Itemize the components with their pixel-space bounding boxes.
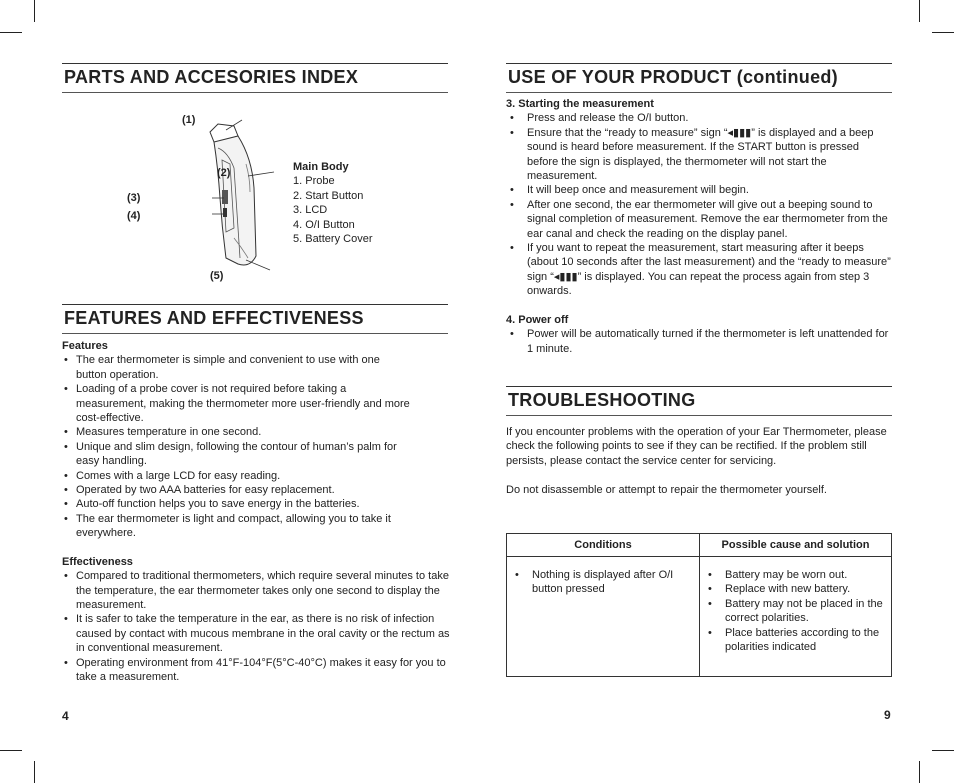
list-item: • It is safer to take the temperature in the ear, as there is no risk of infection caused by contact with mucous membrane in the oral cavity or the rectum as in conventional measurement.: [62, 612, 452, 655]
use-section: [506, 97, 892, 356]
main-body-item: 4. O/I Button: [293, 218, 355, 231]
features-title: FEATURES AND EFFECTIVENESS: [62, 304, 448, 334]
troubleshooting-table: [506, 533, 892, 677]
main-body-list: [293, 160, 372, 246]
list-item: • Auto-off function helps you to save energy in the batteries.: [62, 497, 412, 511]
list-item: • Operated by two AAA batteries for easy replacement.: [62, 483, 412, 497]
table-row: [507, 557, 892, 677]
crop-mark: [919, 0, 920, 22]
list-item: • Power will be automatically turned if the thermometer is left unattended for 1 minute.: [506, 327, 892, 356]
troubleshooting-title: TROUBLESHOOTING: [506, 386, 892, 416]
list-item: • Replace with new battery.: [704, 582, 887, 596]
list-item: • The ear thermometer is simple and convenient to use with one button operation.: [62, 353, 412, 382]
features-list: [62, 353, 452, 540]
crop-mark: [0, 32, 22, 33]
page-number: 9: [884, 708, 891, 722]
effectiveness-list: [62, 569, 452, 684]
list-item: • Place batteries according to the polarities indicated: [704, 626, 887, 655]
features-heading: Features: [62, 340, 108, 352]
list-item: • Unique and slim design, following the contour of human’s palm for easy handling.: [62, 440, 412, 469]
main-body-heading: Main Body: [293, 161, 349, 173]
effectiveness-heading: Effectiveness: [62, 555, 133, 568]
list-item: • Press and release the O/I button.: [506, 111, 892, 125]
table-header-row: [507, 534, 892, 557]
list-item: • Battery may not be placed in the correct polarities.: [704, 597, 887, 626]
parts-title: PARTS AND ACCESORIES INDEX: [62, 63, 448, 93]
list-item: • Measures temperature in one second.: [62, 425, 412, 439]
list-item: • Comes with a large LCD for easy reading.: [62, 469, 412, 483]
step4-heading: 4. Power off: [506, 313, 569, 326]
cause-list: [704, 568, 887, 654]
list-item: • Nothing is displayed after O/I button pressed: [511, 568, 695, 597]
list-item: • Battery may be worn out.: [704, 568, 887, 582]
crop-mark: [919, 761, 920, 783]
main-body-item: 3. LCD: [293, 204, 328, 217]
crop-mark: [932, 32, 954, 33]
list-item: • Compared to traditional thermometers, which require several minutes to take the temperature, the ear thermometer takes only one second to display the measurement.: [62, 569, 452, 612]
diagram-label: (2): [217, 167, 231, 179]
list-item: • It will beep once and measurement will begin.: [506, 183, 892, 197]
main-body-item: 2. Start Button: [293, 189, 364, 202]
list-item: • If you want to repeat the measurement, start measuring after it beeps (about 10 seconds after the last measurement) and the “ready to measure” sign “◂▮▮▮” is displayed. You can repeat the process again from step 3 onwards.: [506, 241, 892, 299]
thermometer-diagram: [122, 108, 312, 288]
diagram-label: (1): [182, 114, 196, 126]
diagram-label: (5): [210, 270, 224, 282]
crop-mark: [34, 761, 35, 783]
main-body-item: 1. Probe: [293, 175, 335, 188]
page-number: 4: [62, 709, 69, 723]
table-cell-condition: [507, 557, 700, 677]
column-header-conditions: Conditions: [507, 534, 700, 557]
step3-list: [506, 111, 892, 298]
list-item: • Ensure that the “ready to measure” sign “◂▮▮▮” is displayed and a beep sound is heard before measurement. If the START button is pressed before the sign is displayed, the thermometer will not start the measurement.: [506, 126, 892, 184]
diagram-label: (3): [127, 192, 141, 204]
step4-list: [506, 327, 892, 356]
use-title: USE OF YOUR PRODUCT (continued): [506, 63, 892, 93]
list-item: • The ear thermometer is light and compact, allowing you to take it everywhere.: [62, 512, 412, 541]
crop-mark: [0, 750, 22, 751]
main-body-item: 5. Battery Cover: [293, 233, 373, 246]
list-item: • Operating environment from 41°F-104°F(5°C-40°C) makes it easy for you to take a measurement.: [62, 656, 452, 685]
diagram-label: (4): [127, 210, 141, 222]
features-section: [62, 339, 452, 684]
column-header-causes: Possible cause and solution: [700, 534, 892, 557]
troubleshooting-intro: If you encounter problems with the operation of your Ear Thermometer, please check the following points to see if they can be rectified. If the problem still persists, please contact the service center for servicing.: [506, 426, 887, 467]
crop-mark: [932, 750, 954, 751]
crop-mark: [34, 0, 35, 22]
step3-heading: 3. Starting the measurement: [506, 98, 654, 110]
condition-list: [511, 568, 695, 597]
list-item: • Loading of a probe cover is not required before taking a measurement, making the thermometer more user-friendly and more cost-effective.: [62, 382, 412, 425]
list-item: • After one second, the ear thermometer will give out a beeping sound to signal completion of measurement. Remove the ear thermometer from the ear canal and check the reading on the display panel.: [506, 198, 892, 241]
table-cell-cause: [700, 557, 892, 677]
troubleshooting-warning: Do not disassemble or attempt to repair the thermometer yourself.: [506, 484, 827, 496]
